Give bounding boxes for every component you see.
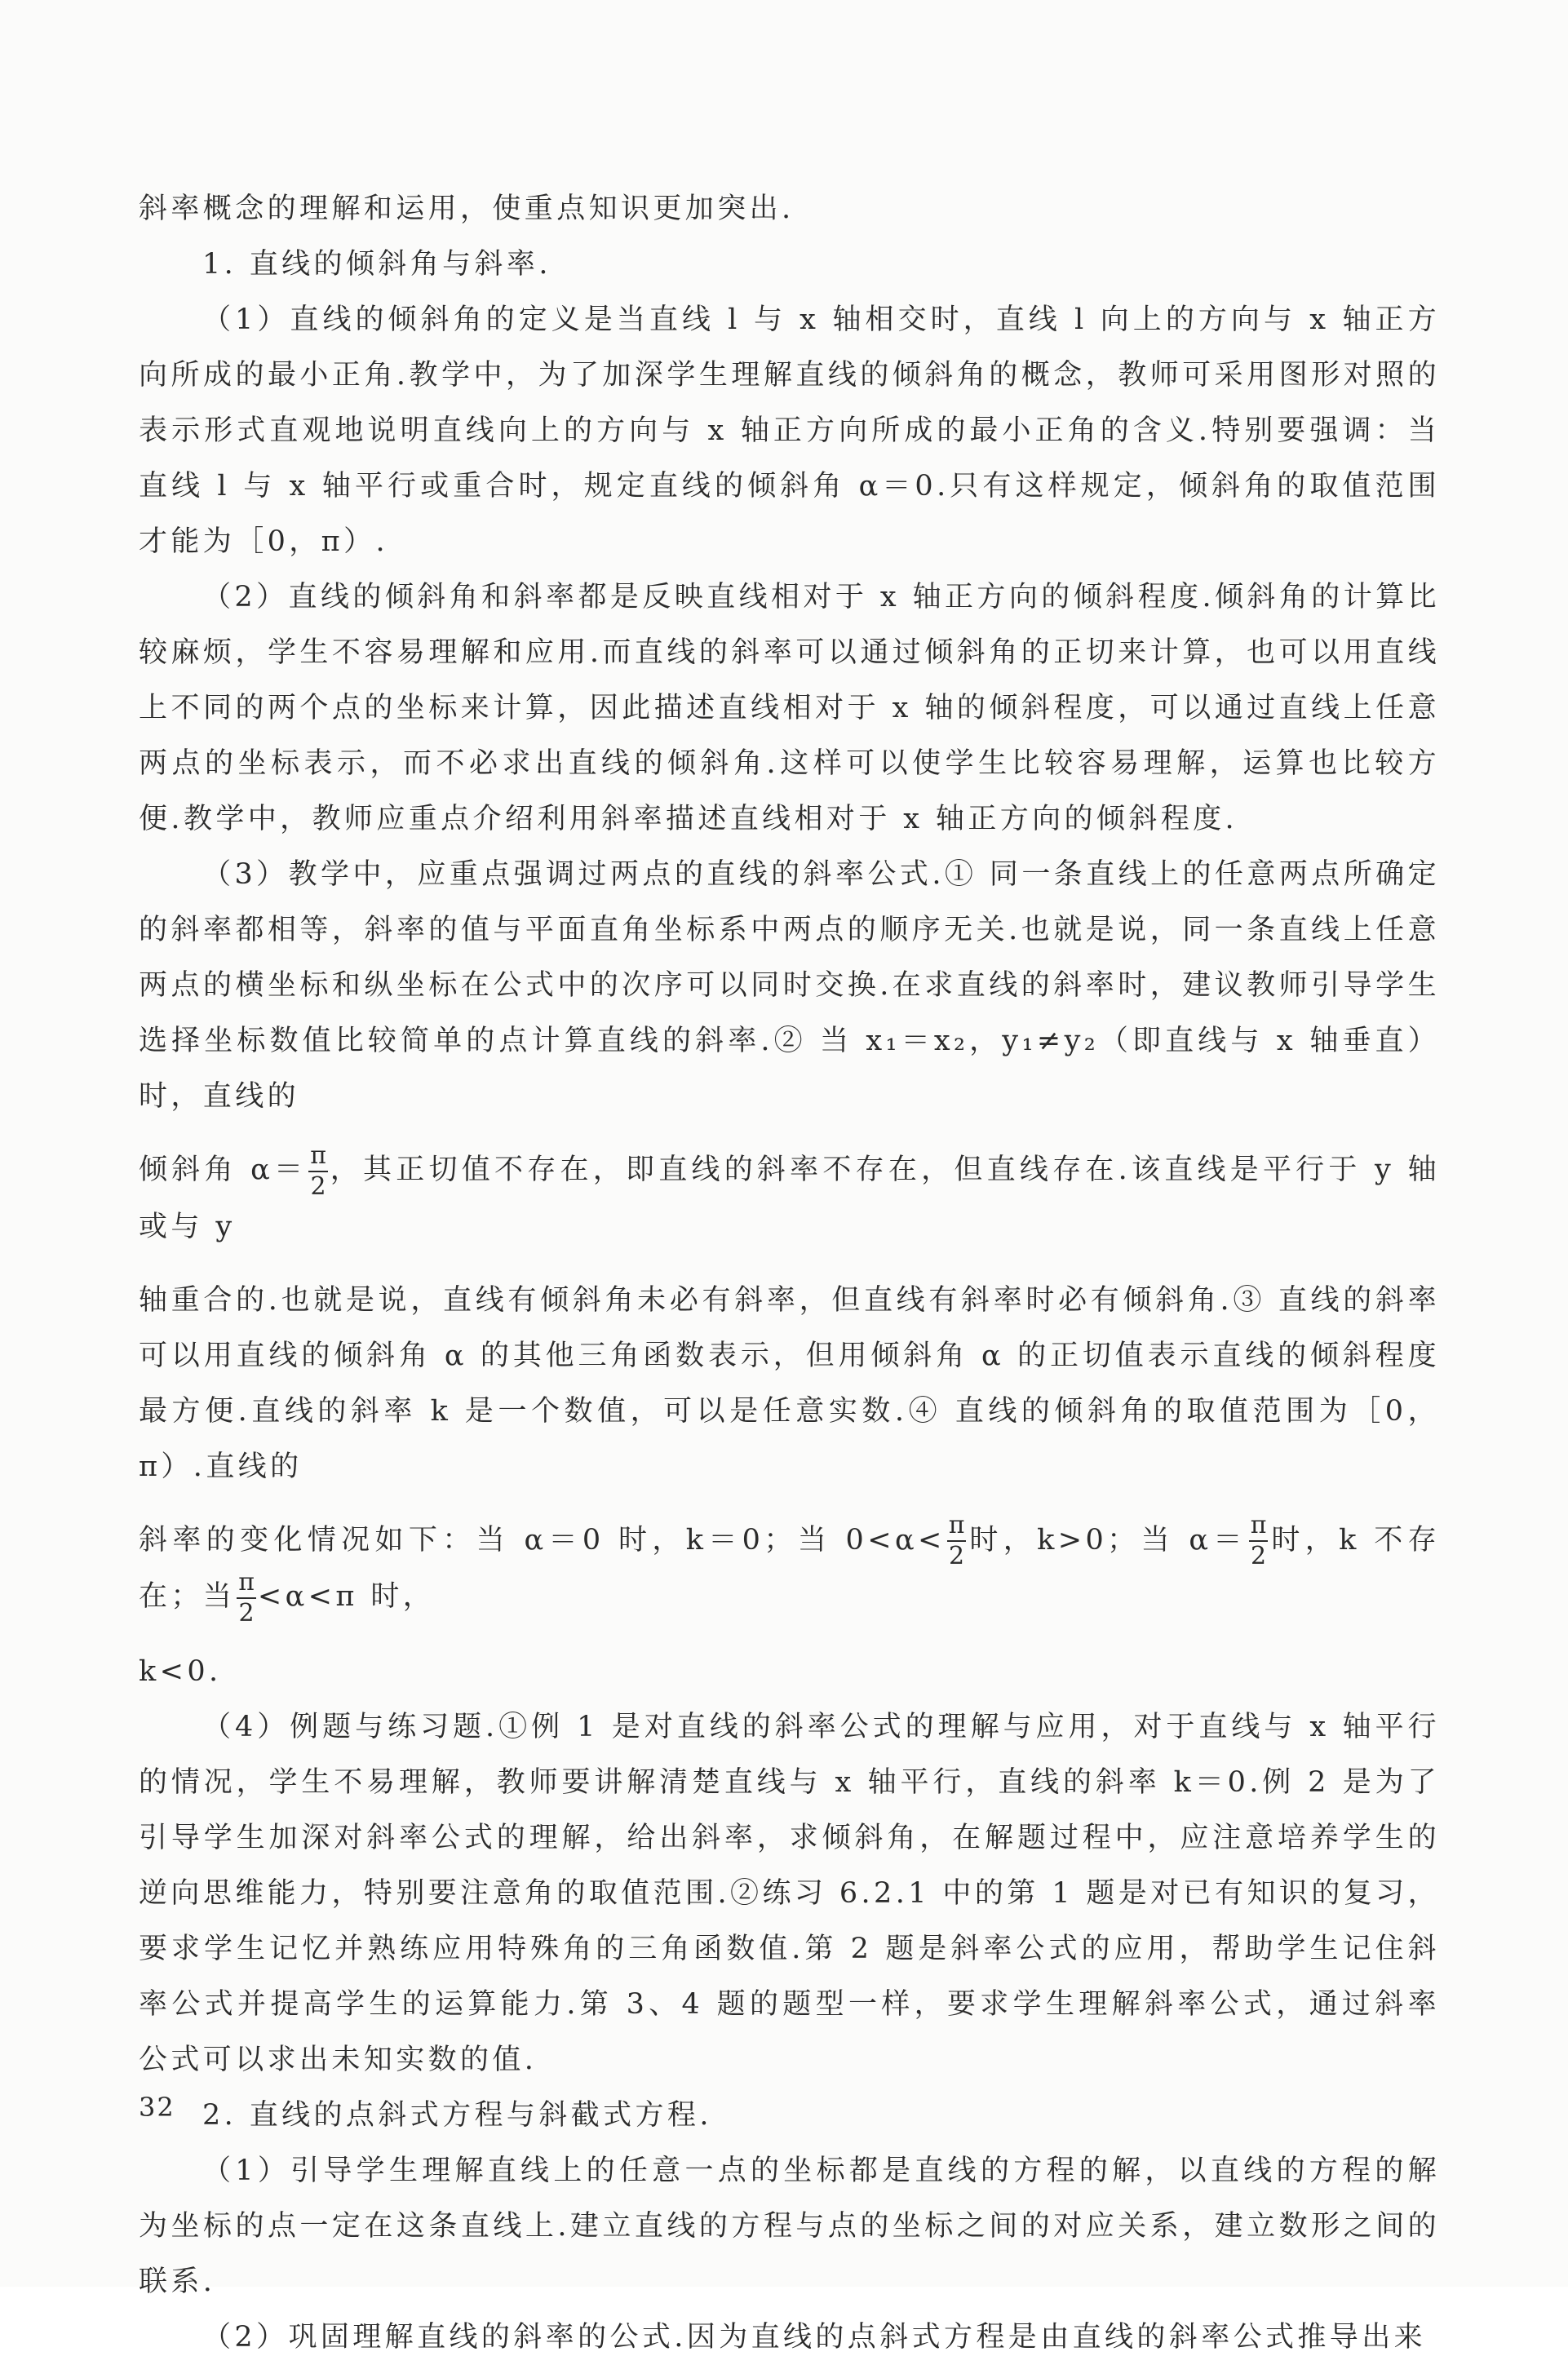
text-span: 时，k>0；当 α＝: [968, 1523, 1247, 1557]
fraction-denominator: 2: [1251, 1542, 1267, 1570]
paragraph-2-1: （1）引导学生理解直线上的任意一点的坐标都是直线的方程的解，以直线的方程的解为坐标的点一定在这条直线上.建立直线的方程与点的坐标之间的对应关系，建立数形之间的联系.: [139, 2154, 1440, 2298]
fraction-pi-over-2: [308, 1140, 328, 1201]
fraction-numerator: π: [1249, 1513, 1269, 1542]
paragraph-1-4: （4）例题与练习题.①例 1 是对直线的斜率公式的理解与应用，对于直线与 x 轴平行的情况，学生不易理解，教师要讲解清楚直线与 x 轴平行，直线的斜率 k＝0.例 2 是为了引导学生加深对斜率公式的理解，给出斜率，求倾斜角，在解题过程中，应注意培养学生的逆向思维能力，特别要注意角的取值范围.②练习 6.2.1 中的第 1 题是对已有知识的复习，要求学生记忆并熟练应用特殊角的三角函数值.第 2 题是斜率公式的应用，帮助学生记住斜率公式并提高学生的运算能力.第 3、4 题的题型一样，要求学生理解斜率公式，通过斜率公式可以求出未知实数的值.: [139, 1710, 1440, 2076]
fraction-numerator: π: [947, 1513, 967, 1542]
paragraph-1-3-part-c: 轴重合的.也就是说，直线有倾斜角未必有斜率，但直线有斜率时必有倾斜角.③ 直线的斜率可以用直线的倾斜角 α 的其他三角函数表示，但用倾斜角 α 的正切值表示直线的倾斜程度最方便.直线的斜率 k 是一个数值，可以是任意实数.④ 直线的倾斜角的取值范围为［0，π）.直线的: [139, 1283, 1440, 1483]
fraction-pi-over-2: [947, 1513, 967, 1569]
paragraph-1-3-part-b: [139, 1124, 1440, 1273]
paragraph-1-2: （2）直线的倾斜角和斜率都是反映直线相对于 x 轴正方向的倾斜程度.倾斜角的计算比较麻烦，学生不容易理解和应用.而直线的斜率可以通过倾斜角的正切来计算，也可以用直线上不同的两个点的坐标来计算，因此描述直线相对于 x 轴的倾斜程度，可以通过直线上任意两点的坐标表示，而不必求出直线的倾斜角.这样可以使学生比较容易理解，运算也比较方便.教学中，教师应重点介绍利用斜率描述直线相对于 x 轴正方向的倾斜程度.: [139, 581, 1440, 835]
paragraph-continuation: 斜率概念的理解和运用，使重点知识更加突出.: [139, 193, 795, 225]
body-text: [139, 181, 1440, 2365]
text-span: 倾斜角 α＝: [139, 1154, 308, 1186]
fraction-numerator: π: [308, 1144, 328, 1172]
fraction-pi-over-2: [1249, 1513, 1269, 1569]
fraction-denominator: 2: [949, 1542, 965, 1570]
fraction-denominator: 2: [310, 1171, 326, 1201]
text-span: 时，k 不存在；当: [139, 1523, 1440, 1613]
fraction-numerator: π: [237, 1570, 256, 1599]
section-heading-1: 1. 直线的倾斜角与斜率.: [202, 248, 551, 281]
paragraph-1-3-part-d: [139, 1495, 1440, 1644]
text-span: ，其正切值不存在，即直线的斜率不存在，但直线存在.该直线是平行于 y 轴或与 y: [139, 1154, 1440, 1243]
text-span: 斜率的变化情况如下：当 α＝0 时，k＝0；当 0<α<: [139, 1523, 946, 1557]
page-number: 32: [139, 2092, 175, 2123]
fraction-pi-over-2: [237, 1567, 256, 1628]
fraction-denominator: 2: [238, 1598, 255, 1628]
paragraph-1-1: （1）直线的倾斜角的定义是当直线 l 与 x 轴相交时，直线 l 向上的方向与 x 轴正方向所成的最小正角.教学中，为了加深学生理解直线的倾斜角的概念，教师可采用图形对照的表示形式直观地说明直线向上的方向与 x 轴正方向所成的最小正角的含义.特别要强调：当直线 l 与 x 轴平行或重合时，规定直线的倾斜角 α＝0.只有这样规定，倾斜角的取值范围才能为［0，π）.: [139, 303, 1440, 558]
section-heading-2: 2. 直线的点斜式方程与斜截式方程.: [202, 2098, 712, 2132]
paragraph-1-3-part-a: （3）教学中，应重点强调过两点的直线的斜率公式.① 同一条直线上的任意两点所确定的斜率都相等，斜率的值与平面直角坐标系中两点的顺序无关.也就是说，同一条直线上任意两点的横坐标和纵坐标在公式中的次序可以同时交换.在求直线的斜率时，建议教师引导学生选择坐标数值比较简单的点计算直线的斜率.② 当 x₁＝x₂，y₁≠y₂（即直线与 x 轴垂直）时，直线的: [139, 858, 1440, 1113]
paragraph-2-2: （2）巩固理解直线的斜率的公式.因为直线的点斜式方程是由直线的斜率公式推导出来: [202, 2320, 1426, 2354]
paragraph-1-3-part-e: k<0.: [139, 1654, 222, 1688]
text-span: <α<π 时，: [257, 1580, 436, 1613]
